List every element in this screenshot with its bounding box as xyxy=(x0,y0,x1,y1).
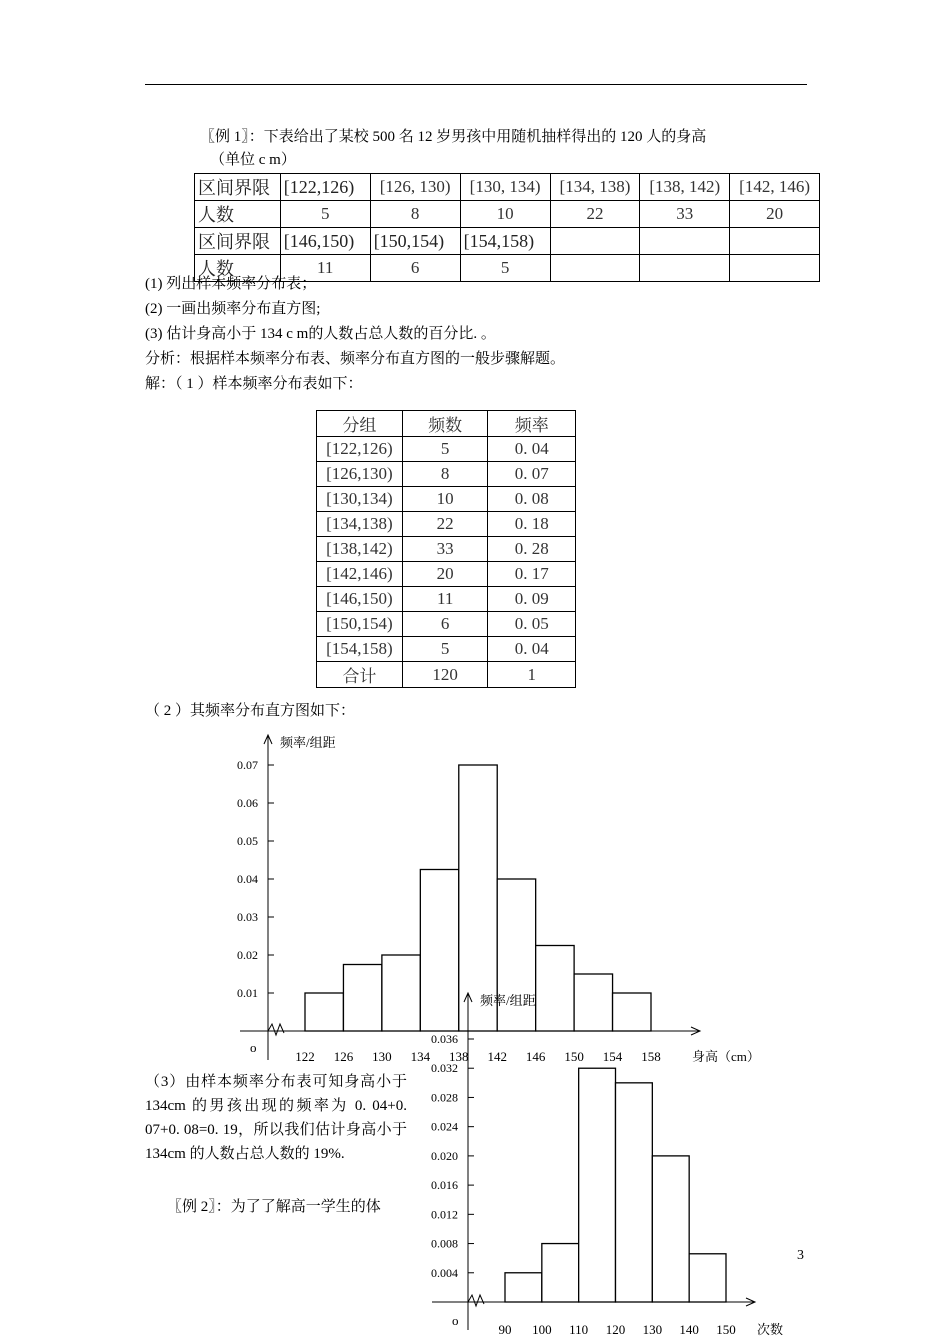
y-tick-label: 0.028 xyxy=(431,1090,458,1105)
x-tick-label: 138 xyxy=(449,1049,469,1064)
axis-break-mark xyxy=(468,1295,484,1306)
x-tick-label: 100 xyxy=(532,1322,552,1337)
table-cell: 0. 09 xyxy=(488,587,576,612)
x-tick-label: 150 xyxy=(716,1322,736,1337)
table-cell: 8 xyxy=(370,201,460,228)
part3-paragraph: （3）由样本频率分布表可知身高小于 134cm 的男孩出现的频率为 0. 04+0. 07+0. 08=0. 19，所以我们估计身高小于 134cm 的人数占总人数的 19%. xyxy=(145,1074,407,1162)
table-cell: [122,126) xyxy=(317,437,403,462)
origin-label: o xyxy=(250,1040,257,1055)
histogram-bar xyxy=(542,1244,579,1302)
y-axis-label: 频率/组距 xyxy=(480,993,536,1008)
question-3: (3) 估计身高小于 134 c m的人数占总人数的百分比. 。 xyxy=(145,326,496,342)
table-cell: [146,150) xyxy=(280,228,370,255)
y-tick-label: 0.008 xyxy=(431,1236,458,1251)
y-tick-label: 0.07 xyxy=(237,758,258,772)
table-cell: [138,142) xyxy=(317,537,403,562)
table-cell: 22 xyxy=(550,201,640,228)
table-cell: [130,134) xyxy=(317,487,403,512)
table-cell: 6 xyxy=(370,255,460,282)
x-tick-label: 134 xyxy=(410,1049,431,1064)
table-cell: 20 xyxy=(402,562,488,587)
x-tick-label: 122 xyxy=(295,1049,315,1064)
table-cell: 0. 04 xyxy=(488,637,576,662)
y-tick-label: 0.004 xyxy=(431,1265,458,1280)
x-tick-label: 150 xyxy=(564,1049,584,1064)
origin-label: o xyxy=(452,1313,459,1328)
row-label: 区间界限 xyxy=(195,228,281,255)
table-cell: 33 xyxy=(402,537,488,562)
table-cell: 10 xyxy=(460,201,550,228)
table-cell: 0. 17 xyxy=(488,562,576,587)
example2-text: 〖例 2〗：为了了解高一学生的体 xyxy=(167,1199,381,1215)
column-header: 频率 xyxy=(488,411,576,437)
y-tick-label: 0.016 xyxy=(431,1178,458,1193)
table-cell: 11 xyxy=(280,255,370,282)
table-cell: 5 xyxy=(402,437,488,462)
table-cell: [150,154) xyxy=(317,612,403,637)
x-tick-label: 142 xyxy=(487,1049,507,1064)
table-cell: 合计 xyxy=(317,662,403,688)
row-label: 区间界限 xyxy=(195,174,281,201)
column-header: 频数 xyxy=(402,411,488,437)
y-tick-label: 0.06 xyxy=(237,796,258,810)
table-cell: 1 xyxy=(488,662,576,688)
question-2: (2) 一画出频率分布直方图; xyxy=(145,301,321,317)
example1-unit: （单位 c m） xyxy=(210,152,296,168)
table-cell: [150,154) xyxy=(370,228,460,255)
x-axis-label: 次数 xyxy=(757,1322,784,1337)
table-cell: [130, 134) xyxy=(460,174,550,201)
x-tick-label: 130 xyxy=(642,1322,663,1337)
table-cell: 8 xyxy=(402,462,488,487)
y-tick-label: 0.024 xyxy=(431,1119,458,1134)
column-header: 分组 xyxy=(317,411,403,437)
row-label: 人数 xyxy=(195,201,281,228)
x-tick-label: 130 xyxy=(372,1049,392,1064)
table-cell: 5 xyxy=(402,637,488,662)
y-tick-label: 0.02 xyxy=(237,948,258,962)
solution-text: 解：（ 1 ）样本频率分布表如下： xyxy=(145,376,363,392)
table-cell: 5 xyxy=(460,255,550,282)
y-axis-label: 频率/组距 xyxy=(280,735,336,750)
table-cell: 33 xyxy=(640,201,730,228)
row-label: 人数 xyxy=(195,255,281,282)
histogram-bar xyxy=(652,1156,689,1302)
y-tick-label: 0.03 xyxy=(237,910,258,924)
x-axis-label: 身高（cm） xyxy=(692,1049,760,1064)
table-cell: [138, 142) xyxy=(640,174,730,201)
table-cell: [142, 146) xyxy=(730,174,820,201)
table-cell: 11 xyxy=(402,587,488,612)
histogram-bar xyxy=(579,1068,616,1302)
y-tick-label: 0.036 xyxy=(431,1032,458,1046)
table-cell: [134, 138) xyxy=(550,174,640,201)
y-tick-label: 0.01 xyxy=(237,986,258,1000)
table-cell: 0. 28 xyxy=(488,537,576,562)
y-tick-label: 0.020 xyxy=(431,1148,458,1163)
table-cell: 22 xyxy=(402,512,488,537)
page-number: 3 xyxy=(797,1248,804,1263)
table-cell: 0. 05 xyxy=(488,612,576,637)
table-cell: 120 xyxy=(402,662,488,688)
table-cell: 0. 04 xyxy=(488,437,576,462)
table-cell: [154,158) xyxy=(317,637,403,662)
histogram-bar xyxy=(505,1273,542,1302)
example1-intro: 〖例 1〗：下表给出了某校 500 名 12 岁男孩中用随机抽样得出的 120 人的身高 xyxy=(200,129,707,145)
table-cell: 0. 07 xyxy=(488,462,576,487)
table-cell: 0. 18 xyxy=(488,512,576,537)
table-cell: [154,158) xyxy=(460,228,550,255)
x-tick-label: 154 xyxy=(602,1049,623,1064)
x-tick-label: 120 xyxy=(605,1322,626,1337)
x-tick-label: 90 xyxy=(498,1322,512,1337)
y-tick-label: 0.04 xyxy=(237,872,258,886)
table-cell: 10 xyxy=(402,487,488,512)
table-cell: 20 xyxy=(730,201,820,228)
analysis-text: 分析：根据样本频率分布表、频率分布直方图的一般步骤解题。 xyxy=(145,351,566,367)
x-tick-label: 140 xyxy=(679,1322,699,1337)
y-tick-label: 0.05 xyxy=(237,834,258,848)
table-cell: [126, 130) xyxy=(370,174,460,201)
x-tick-label: 146 xyxy=(525,1049,546,1064)
table-cell: 0. 08 xyxy=(488,487,576,512)
table-cell: [126,130) xyxy=(317,462,403,487)
table-cell: 5 xyxy=(280,201,370,228)
histogram-bar xyxy=(616,1083,653,1302)
table-cell: [142,146) xyxy=(317,562,403,587)
y-tick-label: 0.032 xyxy=(431,1061,458,1076)
table-cell: 6 xyxy=(402,612,488,637)
table-cell: [134,138) xyxy=(317,512,403,537)
y-tick-label: 0.012 xyxy=(431,1207,458,1222)
x-tick-label: 110 xyxy=(569,1322,589,1337)
x-tick-label: 158 xyxy=(641,1049,661,1064)
part2-label: （ 2 ）其频率分布直方图如下： xyxy=(145,703,356,719)
question-1: (1) 列出样本频率分布表； xyxy=(145,276,317,292)
x-tick-label: 126 xyxy=(333,1049,354,1064)
table-cell: [146,150) xyxy=(317,587,403,612)
table-cell: [122,126) xyxy=(280,174,370,201)
histogram-bar xyxy=(689,1254,726,1302)
